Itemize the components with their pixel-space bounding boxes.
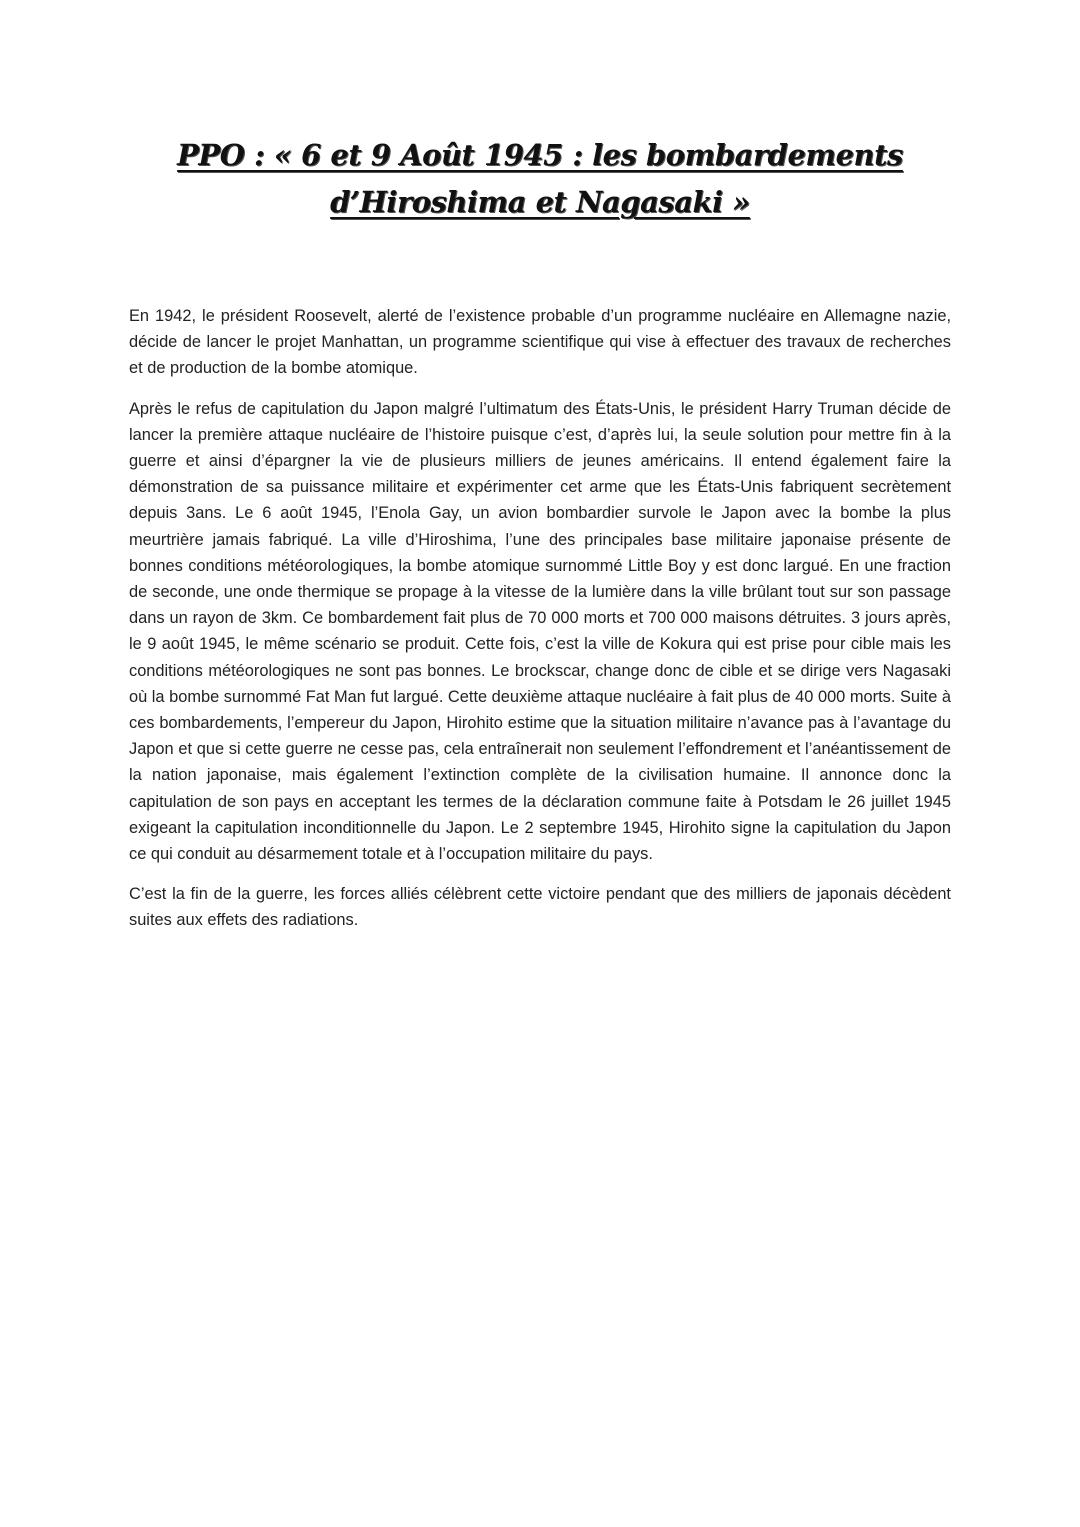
title-line-1: PPO : « 6 et 9 Août 1945 : les bombardements [177,138,903,172]
paragraph-end-of-war: C’est la fin de la guerre, les forces alliés célèbrent cette victoire pendant que des milliers de japonais décèdent suites aux effets des radiations. [129,885,951,930]
paragraph-bombings: Après le refus de capitulation du Japon malgré l’ultimatum des États-Unis, le président Harry Truman décide de lancer la première attaque nucléaire de l’histoire puisque c’est, d’après lui, la seule solution pour mettre fin à la guerre et ainsi d’épargner la vie de plusieurs milliers de jeunes américains. Il entend également faire la démonstration de sa puissance militaire et expérimenter cet arme que les États-Unis fabriquent secrètement depuis 3ans. Le 6 août 1945, l’Enola Gay, un avion bombardier survole le Japon avec la bombe la plus meurtrière jamais fabriqué. La ville d’Hiroshima, l’une des principales base militaire japonaise présente de bonnes conditions météorologiques, la bombe atomique surnommé Little Boy y est donc largué. En une fraction de seconde, une onde thermique se propage à la vitesse de la lumière dans la ville brûlant tout sur son passage dans un rayon de 3km. Ce bombardement fait plus de 70 000 morts et 700 000 maisons détruites. 3 jours après, le 9 août 1945, le même scénario se produit. Cette fois, c’est la ville de Kokura qui est prise pour cible mais les conditions météorologiques ne sont pas bonnes. Le brockscar, change donc de cible et se dirige vers Nagasaki où la bombe surnommé Fat Man fut largué. Cette deuxième attaque nucléaire à fait plus de 40 000 morts. Suite à ces bombardements, l’empereur du Japon, Hirohito estime que la situation militaire n’avance pas à l’avantage du Japon et que si cette guerre ne cesse pas, cela entraînerait non seulement l’effondrement et l’anéantissement de la nation japonaise, mais également l’extinction complète de la civilisation humaine. Il annonce donc la capitulation de son pays en acceptant les termes de la déclaration commune faite à Potsdam le 26 juillet 1945 exigeant la capitulation inconditionnelle du Japon. Le 2 septembre 1945, Hirohito signe la capitulation du Japon ce qui conduit au désarmement totale et à l’occupation militaire du pays. [129,399,951,864]
document-title [120,132,960,226]
document-body [129,303,951,948]
title-line-2: d’Hiroshima et Nagasaki » [330,185,750,219]
paragraph-manhattan-project: En 1942, le président Roosevelt, alerté de l’existence probable d’un programme nucléaire en Allemagne nazie, décide de lancer le projet Manhattan, un programme scientifique qui vise à effectuer des travaux de recherches et de production de la bombe atomique. [129,307,951,378]
